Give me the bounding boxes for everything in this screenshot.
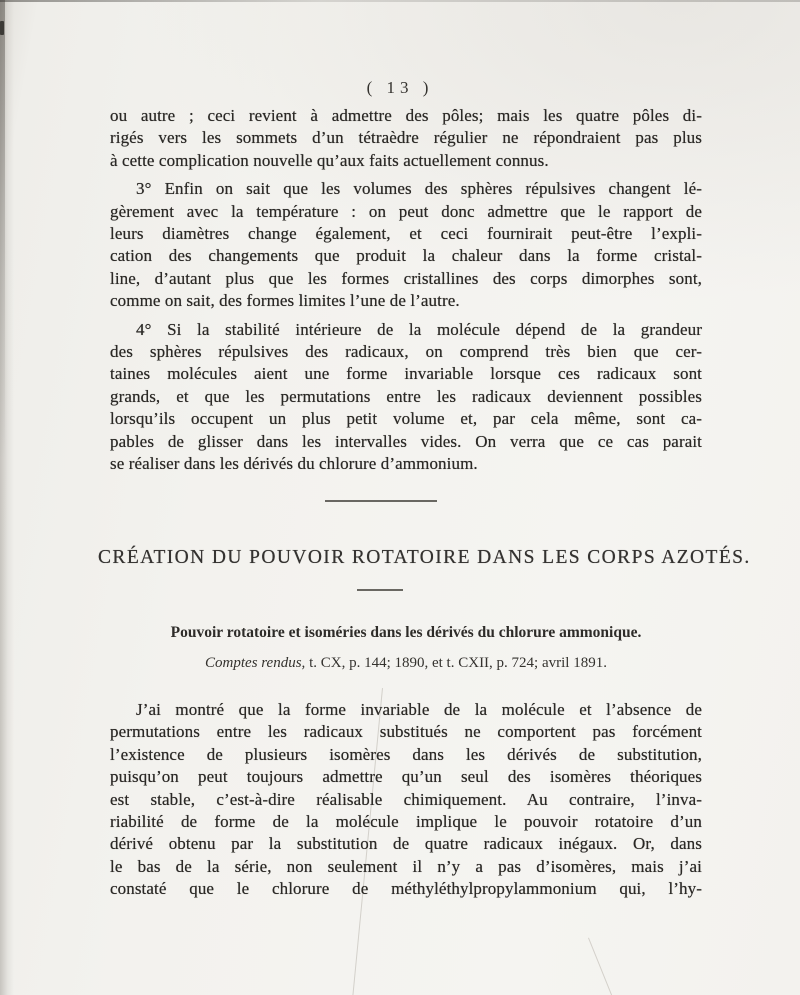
text-line: se réaliser dans les dérivés du chlorure d’ammonium. <box>110 454 478 474</box>
text-line: line, d’autant plus que les formes cristallines des corps dimorphes sont, <box>110 268 702 288</box>
scan-left-edge-dark <box>0 0 5 460</box>
text-line: le bas de la série, non seulement il n’y a pas d’isomères, mais j’ai <box>110 856 702 876</box>
scan-corner-crease <box>588 938 612 995</box>
text-line: 4° Si la stabilité intérieure de la molécule dépend de la grandeur <box>136 319 702 339</box>
text-line: puisqu’on peut toujours admettre qu’un seul des isomères théoriques <box>110 767 702 787</box>
reference-line <box>110 655 702 672</box>
scan-edge-mark <box>0 21 4 35</box>
text-line: permutations entre les radicaux substitués ne comportent pas forcément <box>110 722 702 742</box>
text-line: 3° Enfin on sait que les volumes des sphères répulsives changent lé- <box>136 179 702 199</box>
section-divider <box>325 500 437 502</box>
text-line: est stable, c’est-à-dire réalisable chimiquement. Au contraire, l’inva- <box>110 789 702 809</box>
text-line: dérivé obtenu par la substitution de quatre radicaux inégaux. Or, dans <box>110 834 702 854</box>
title-divider <box>357 589 403 591</box>
reference-journal: Comptes rendus, <box>205 655 306 671</box>
scan-top-edge <box>0 0 800 2</box>
text-line: J’ai montré que la forme invariable de la molécule et l’absence de <box>136 700 702 719</box>
paragraph-item-3 <box>110 178 702 312</box>
paragraph-main <box>110 699 702 901</box>
text-line: cation des changements que produit la chaleur dans la forme cristal- <box>110 246 702 266</box>
text-line: lorsqu’ils occupent un plus petit volume et, par cela même, sont ca- <box>110 409 702 429</box>
page-number: ( 13 ) <box>366 78 434 97</box>
body-text-upper <box>110 105 702 476</box>
text-line: comme on sait, des formes limites l’une de l’autre. <box>110 291 460 311</box>
body-text-lower <box>110 699 702 901</box>
text-line: ou autre ; ceci revient à admettre des pôles; mais les quatre pôles di- <box>110 106 702 125</box>
text-line: rigés vers les sommets d’un tétraèdre régulier ne répondraient pas plus <box>110 128 702 148</box>
text-line: grands, et que les permutations entre les radicaux deviennent possibles <box>110 386 702 406</box>
section-title: CRÉATION DU POUVOIR ROTATOIRE DANS LES CORPS AZOTÉS. <box>98 547 751 568</box>
text-line: l’existence de plusieurs isomères dans les dérivés de substitution, <box>110 744 702 764</box>
text-line: riabilité de forme de la molécule implique le pouvoir rotatoire d’un <box>110 812 702 832</box>
reference-details: t. CX, p. 144; 1890, et t. CXII, p. 724; avril 1891. <box>305 655 607 671</box>
text-line: à cette complication nouvelle qu’aux faits actuellement connus. <box>110 150 549 170</box>
text-line: des sphères répulsives des radicaux, on comprend très bien que cer- <box>110 342 702 362</box>
text-line: pables de glisser dans les intervalles vides. On verra que ce cas parait <box>110 431 702 451</box>
paragraph-item-4 <box>110 319 702 476</box>
text-line: leurs diamètres change également, et ceci fournirait peut-être l’expli- <box>110 224 702 244</box>
paragraph-continuation <box>110 105 702 172</box>
section-subtitle: Pouvoir rotatoire et isoméries dans les dérivés du chlorure ammonique. <box>170 624 642 641</box>
text-line: constaté que le chlorure de méthyléthylpropylammonium qui, l’hy- <box>110 879 702 899</box>
text-line: gèrement avec la température : on peut donc admettre que le rapport de <box>110 201 702 221</box>
text-line: taines molécules aient une forme invariable lorsque ces radicaux sont <box>110 364 702 384</box>
